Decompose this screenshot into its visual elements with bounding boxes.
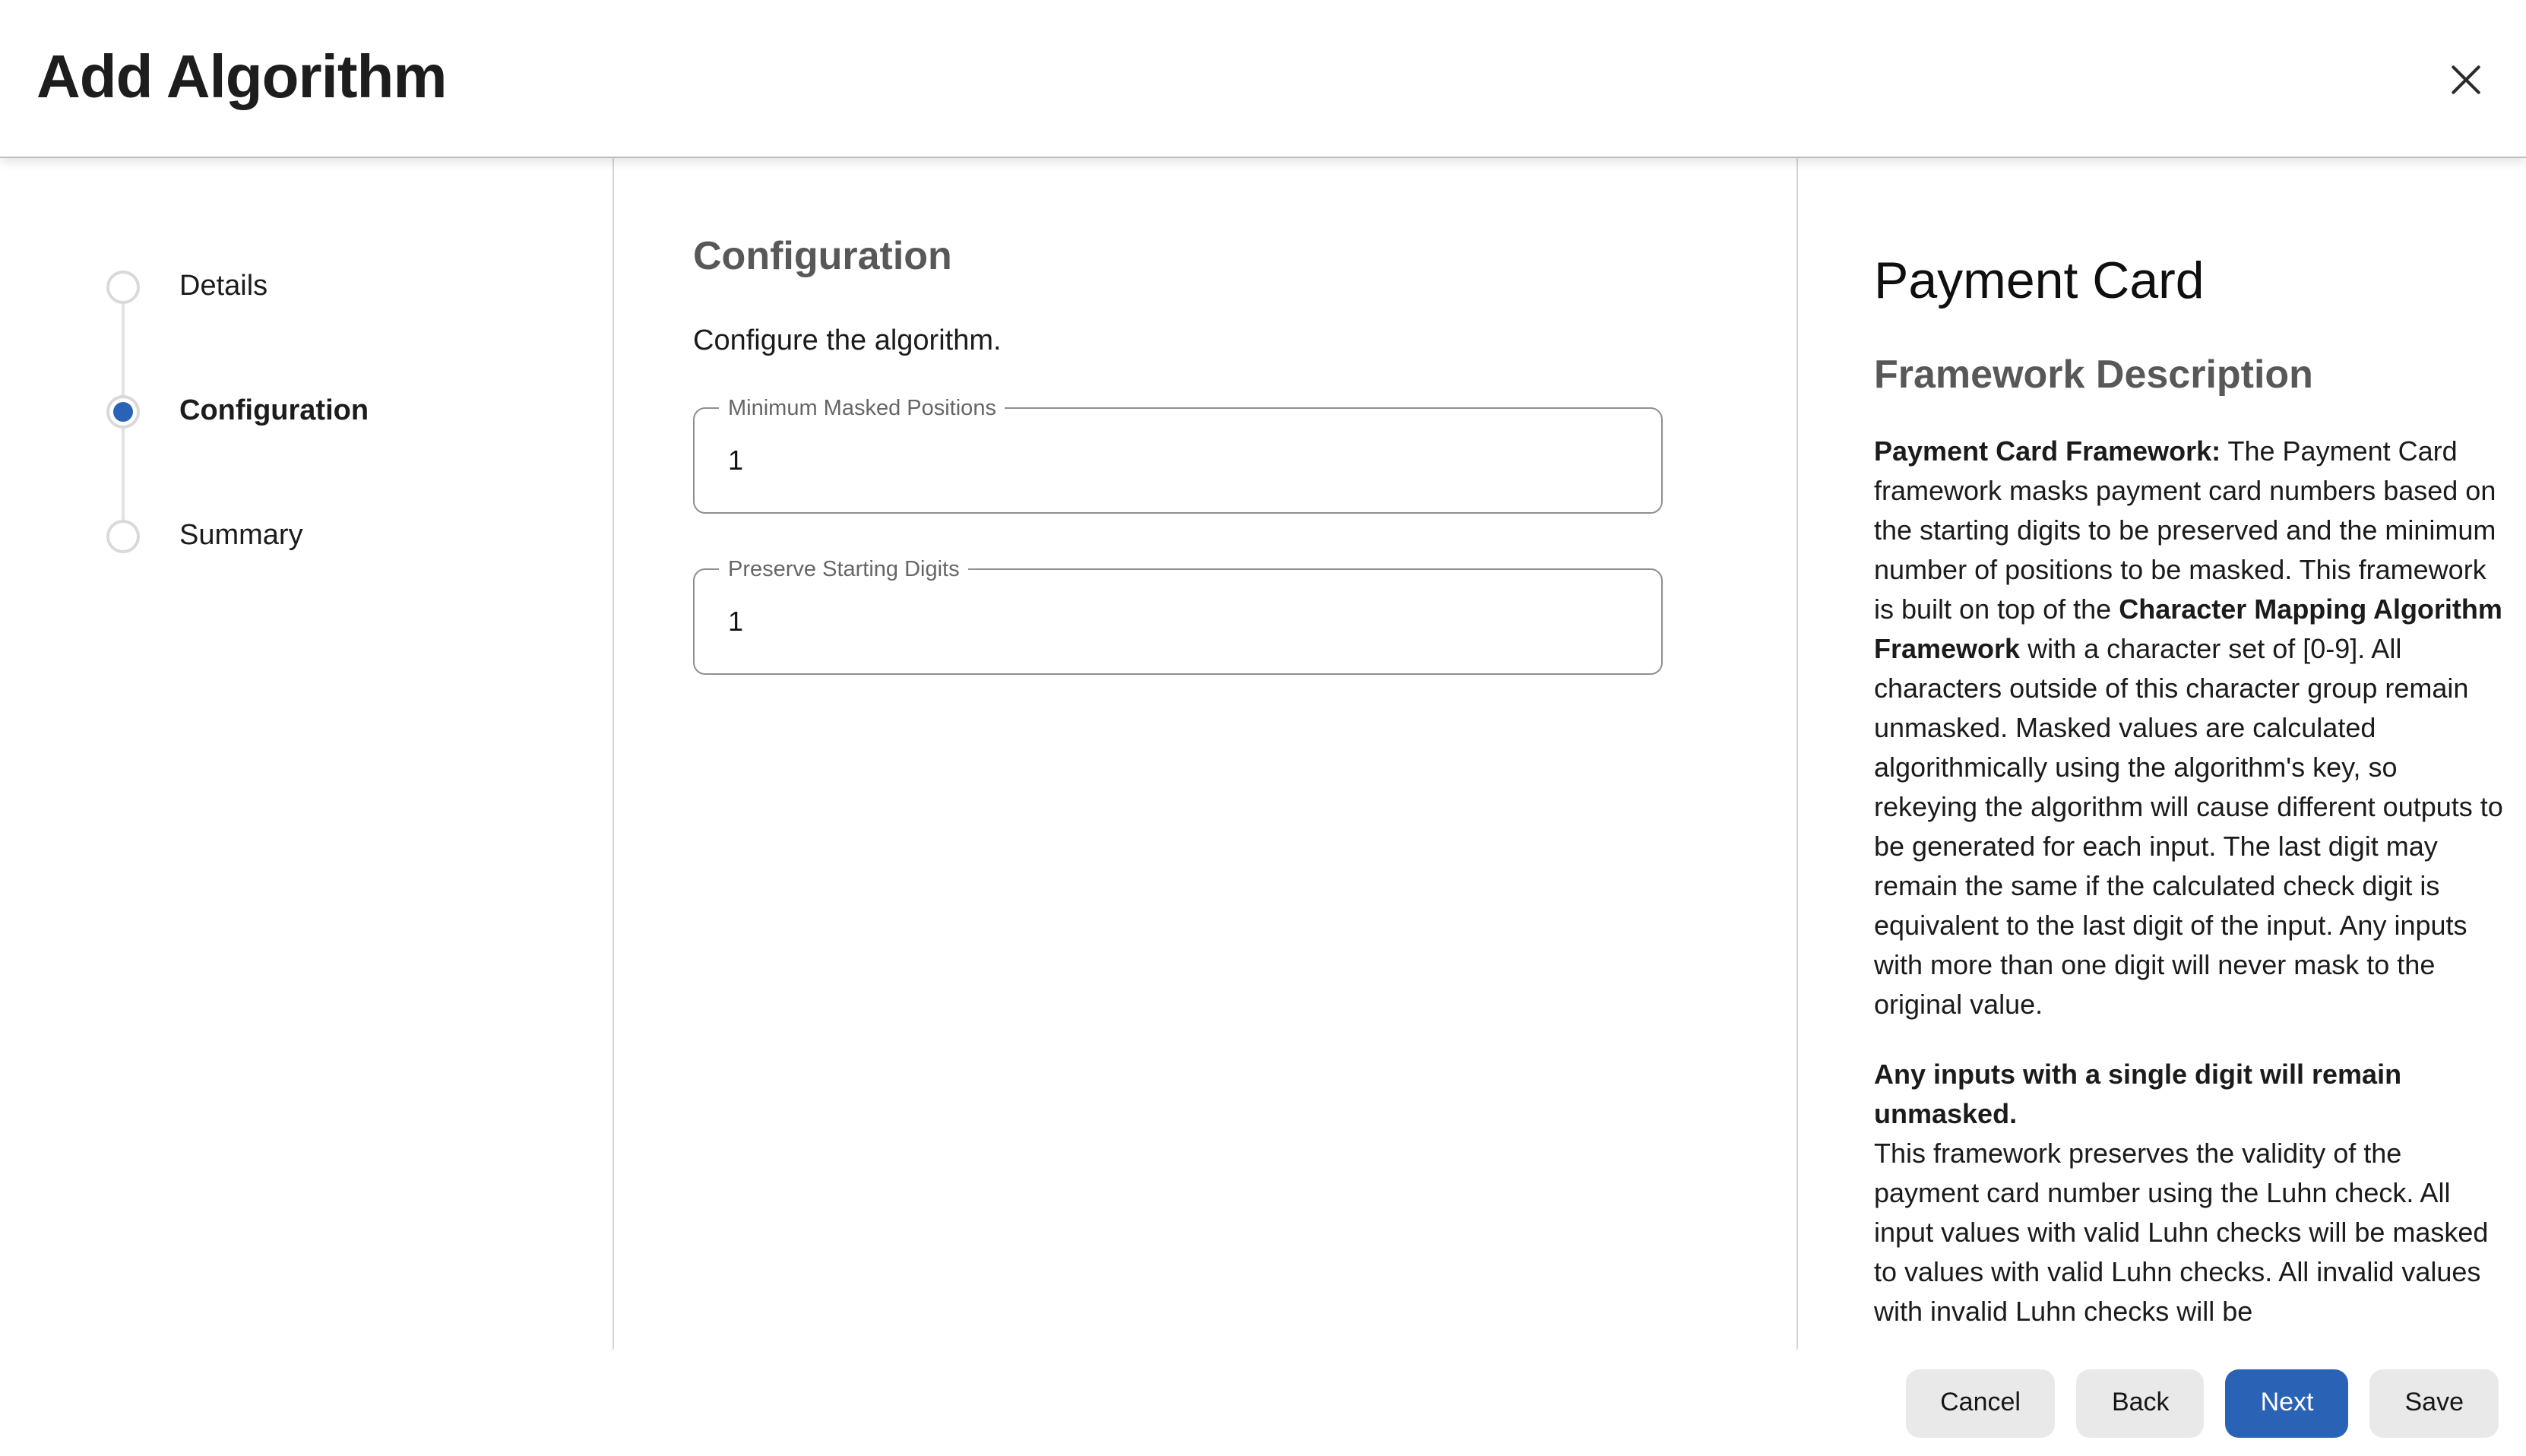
step-circle-icon [106, 520, 140, 553]
cancel-button[interactable]: Cancel [1905, 1369, 2056, 1437]
minimum-masked-positions-field [693, 397, 1663, 514]
framework-description-paragraph-2 [1874, 1055, 2508, 1331]
form-fields [693, 397, 1663, 675]
dialog-header [0, 0, 2526, 158]
info-panel [1798, 158, 2526, 1350]
minimum-masked-positions-input[interactable] [695, 445, 1661, 476]
step-details[interactable] [0, 271, 613, 304]
step-summary[interactable] [0, 520, 613, 553]
section-subtitle: Configure the algorithm. [693, 325, 1002, 357]
step-circle-icon [106, 271, 140, 304]
field-label: Preserve Starting Digits [719, 555, 969, 585]
close-button[interactable] [2429, 43, 2502, 116]
page-title: Add Algorithm [36, 44, 447, 111]
step-label: Details [179, 271, 268, 302]
framework-description-heading: Framework Description [1874, 351, 2313, 397]
paragraph-text: This framework preserves the validity of the payment card number using the Luhn check. All input values with valid Luhn checks will be masked to values with valid Luhn checks. All invalid values with invalid Luhn checks will be [1874, 1138, 2489, 1327]
step-label: Configuration [179, 395, 369, 427]
back-button[interactable]: Back [2077, 1369, 2205, 1437]
algorithm-name-title: Payment Card [1874, 252, 2205, 310]
paragraph-text: with a character set of [0-9]. All characters outside of this character group remain unmasked. Masked values are calculated algorithmically using the algorithm's key, so rekeying the algorithm will cause different outputs to be generated for each input. The last digit may remain the same if the calculated check digit is equivalent to the last digit of the input. Any inputs with more than one digit will never mask to the original value. [1874, 634, 2503, 1020]
next-button[interactable]: Next [2226, 1369, 2349, 1437]
field-label: Minimum Masked Positions [719, 394, 1005, 424]
dialog-footer [0, 1350, 2526, 1456]
step-circle-active-icon [106, 395, 140, 429]
preserve-starting-digits-field [693, 558, 1663, 675]
paragraph-bold-note: Any inputs with a single digit will remain unmasked. [1874, 1059, 2402, 1129]
configuration-panel [614, 158, 1798, 1350]
step-label: Summary [179, 520, 303, 552]
framework-description-paragraph-1 [1874, 432, 2508, 1024]
dialog-body [0, 158, 2526, 1350]
paragraph-bold-mid: Character Mapping Algorithm Framework [1874, 594, 2502, 664]
stepper-panel [0, 158, 614, 1350]
close-icon [2446, 60, 2484, 98]
save-button[interactable]: Save [2370, 1369, 2499, 1437]
preserve-starting-digits-input[interactable] [695, 606, 1661, 638]
paragraph-bold-lead: Payment Card Framework: [1874, 436, 2221, 467]
section-heading: Configuration [693, 233, 952, 278]
stepper [0, 158, 613, 553]
paragraph-text: The Payment Card framework masks payment card numbers based on the starting digits to be preserved and the minimum number of positions to be masked. This framework is built on top of the [1874, 436, 2496, 625]
step-configuration[interactable] [0, 395, 613, 429]
